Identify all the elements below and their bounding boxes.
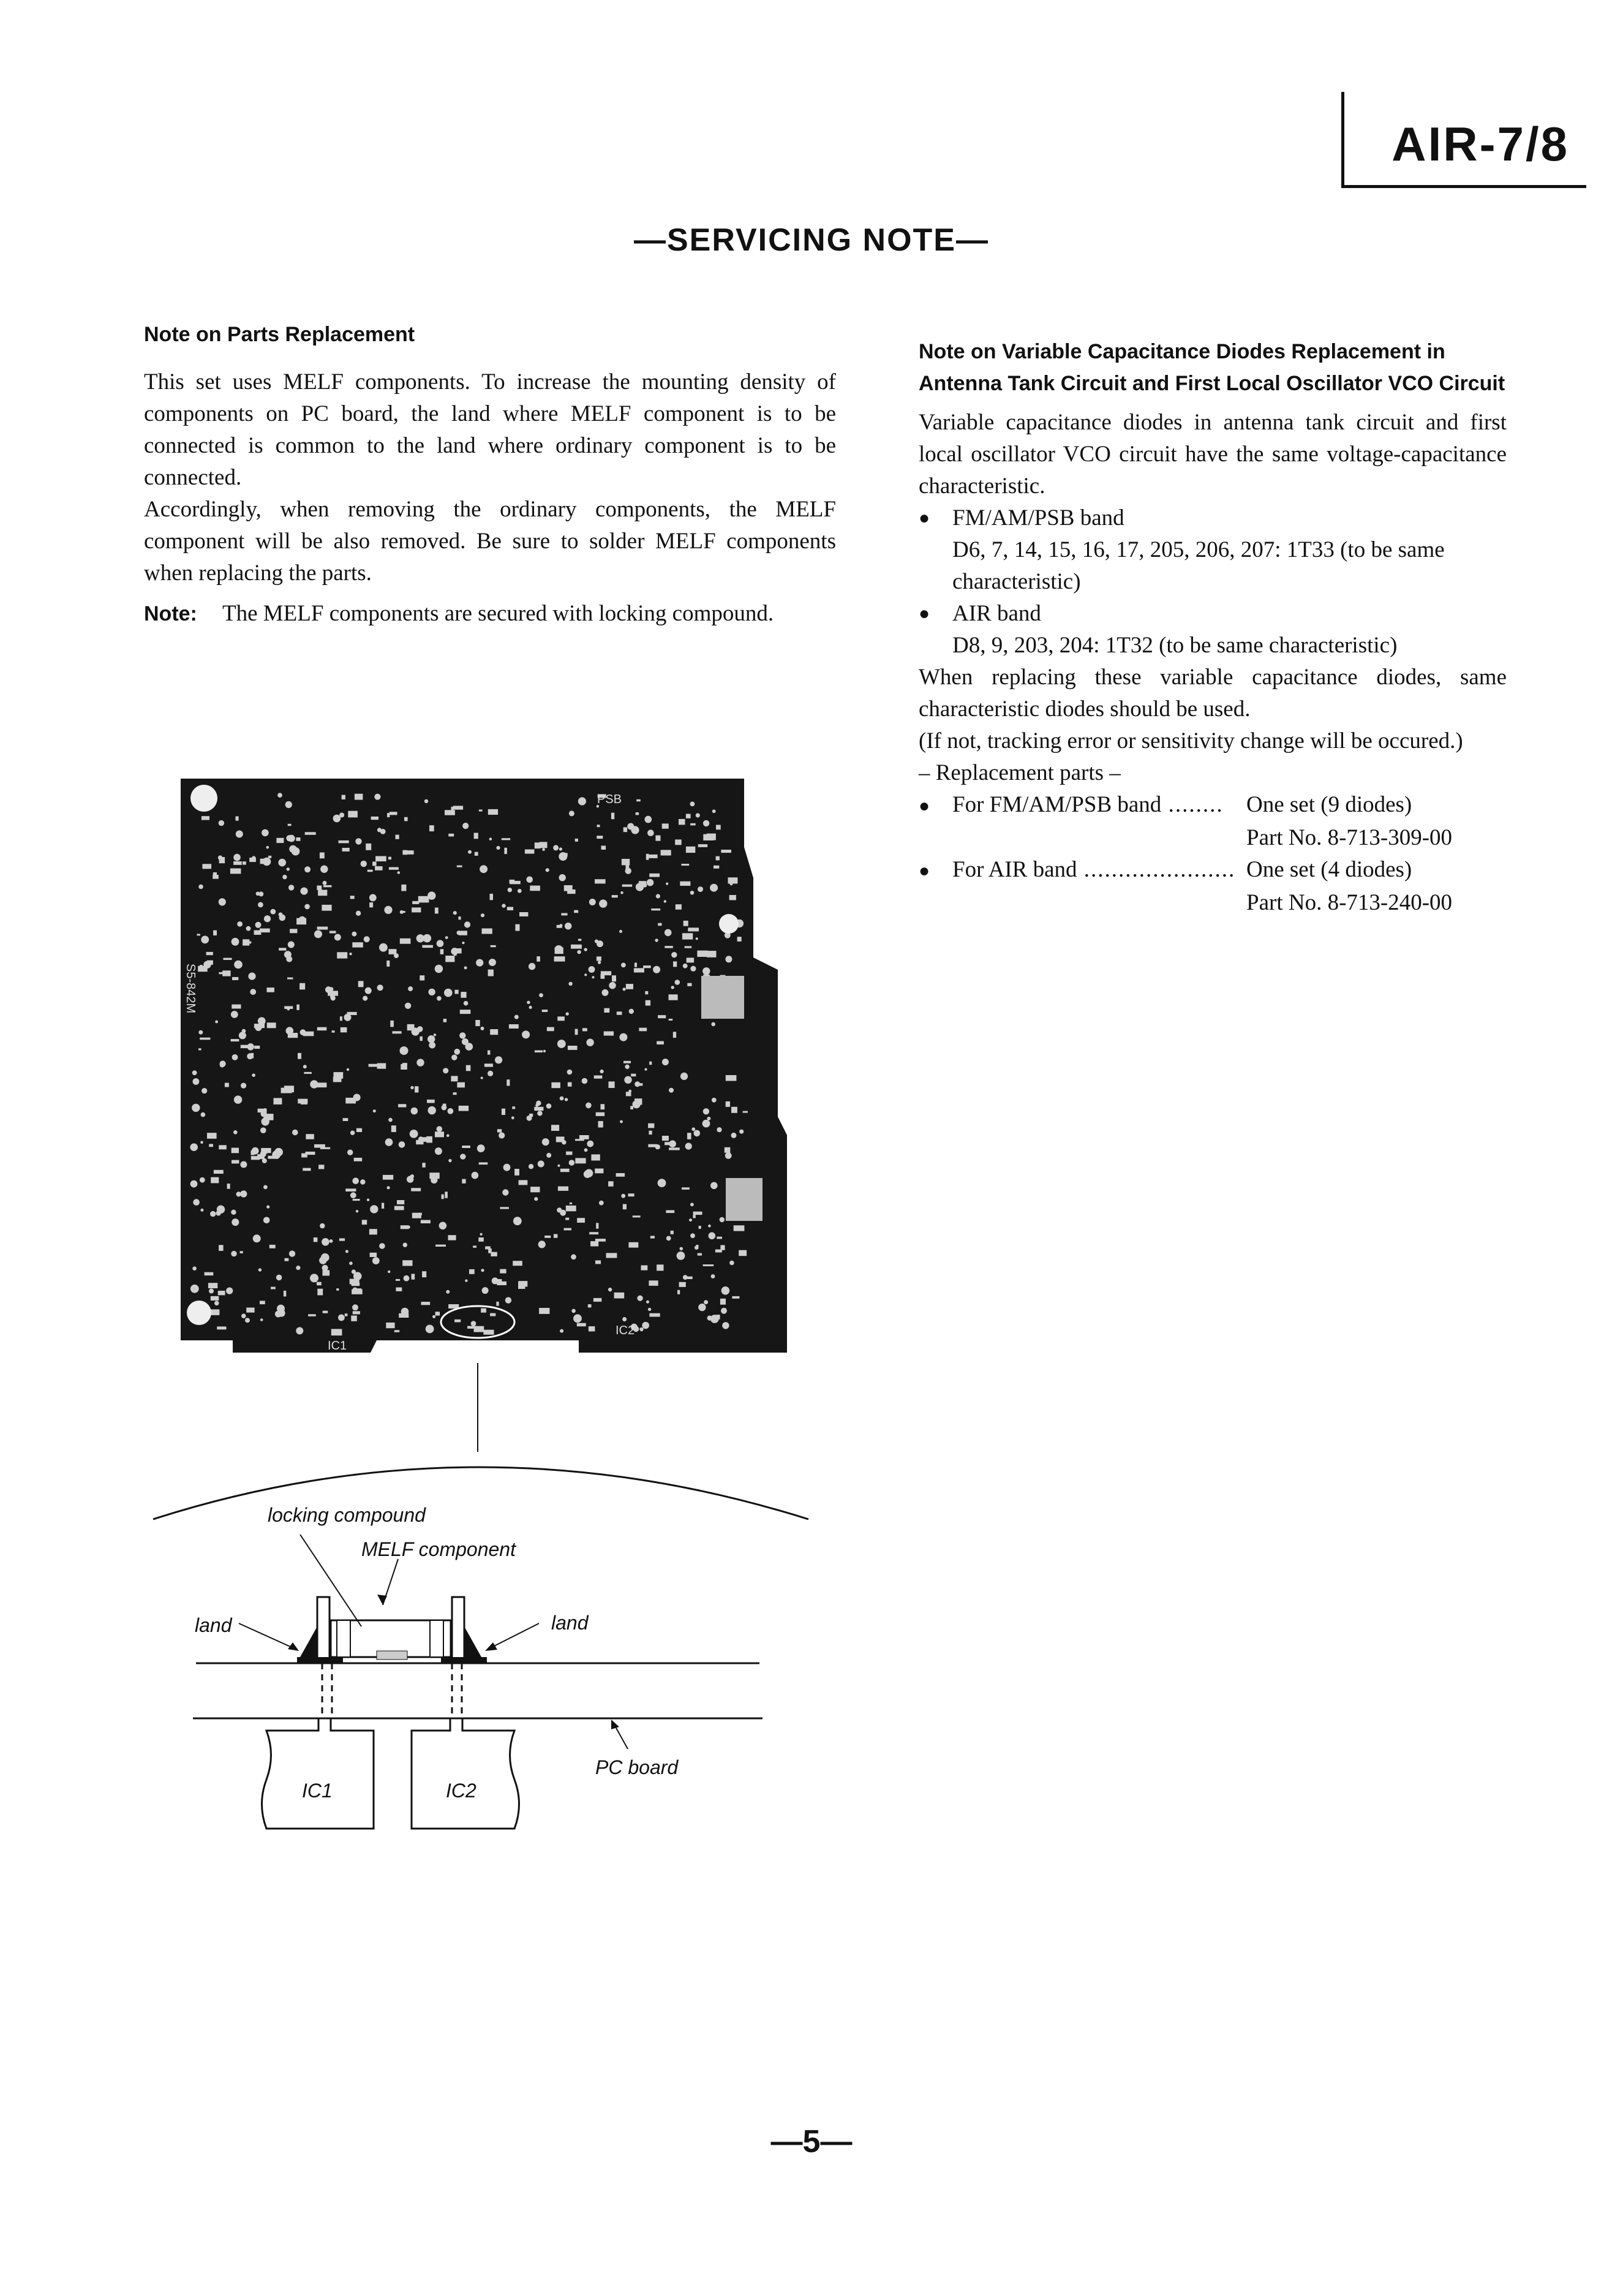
land-left-pointer — [239, 1623, 297, 1650]
pcb-silk-psb: PSB — [597, 793, 622, 806]
ic2-body — [412, 1718, 519, 1829]
label-ic2: IC2 — [446, 1780, 476, 1802]
pcb-mount-hole-top-left — [190, 785, 217, 812]
locking-compound-blob — [377, 1651, 407, 1660]
land-left-pad — [297, 1657, 343, 1663]
label-land-right: land — [551, 1612, 589, 1634]
pcb-mount-hole-bottom-left — [187, 1301, 211, 1325]
varicap-heading: Note on Variable Capacitance Diodes Replacement in Antenna Tank Circuit and First Local Oscillator VCO Circuit — [919, 340, 1505, 395]
land-right-pointer-head — [485, 1642, 497, 1651]
label-pc-board: PC board — [595, 1756, 679, 1778]
pcb-board-outline — [181, 779, 787, 1353]
band-air — [919, 598, 1507, 630]
band-air-label: AIR band — [952, 601, 1041, 626]
ic1-body — [262, 1718, 374, 1829]
label-land-left: land — [195, 1614, 232, 1636]
pcb-mount-hole-right — [719, 914, 739, 934]
parts-item-set: One set (9 diodes) — [1246, 792, 1412, 817]
varicap-para-2: When replacing these variable capacitance diodes, same characteristic diodes should be used. — [919, 665, 1507, 722]
band-fm-am-psb-label: FM/AM/PSB band — [952, 505, 1124, 531]
bullet-icon: ● — [919, 508, 930, 528]
solder-fillet-left — [300, 1626, 317, 1657]
band-fm-am-psb-diodes: D6, 7, 14, 15, 16, 17, 205, 206, 207: 1T33 (to be same characteristic) — [952, 537, 1445, 594]
magnifier-arc — [153, 1467, 808, 1519]
band-fm-am-psb — [919, 502, 1507, 534]
melf-cross-section-diagram — [147, 1357, 821, 1847]
parts-replacement-para-2: Accordingly, when removing the ordinary components, the MELF component will be also removed. Be sure to solder MELF components when replacing the parts. — [144, 497, 836, 586]
varicap-para-3: (If not, tracking error or sensitivity change will be occured.) — [919, 728, 1463, 753]
land-right-pad — [441, 1657, 487, 1663]
pcb-component-square-2 — [726, 1178, 763, 1221]
bullet-icon: ● — [919, 861, 930, 881]
note-label: Note: — [144, 602, 197, 625]
band-air-diodes: D8, 9, 203, 204: 1T32 (to be same characteristic) — [952, 633, 1398, 658]
parts-replacement-heading: Note on Parts Replacement — [144, 323, 415, 346]
note-block — [144, 598, 836, 630]
locking-compound-pointer — [300, 1535, 361, 1626]
page-number: —5— — [770, 2124, 853, 2159]
parts-replacement-para-1: This set uses MELF components. To increase the mounting density of components on PC board, the land where MELF component is to be connected is common to the land where ordinary component is to be connected. — [144, 369, 836, 490]
pcb-silk-ic1: IC1 — [328, 1339, 347, 1353]
melf-pointer-head — [377, 1595, 387, 1605]
pcb-photo — [175, 774, 793, 1362]
right-column — [919, 336, 1507, 919]
left-column — [144, 319, 836, 630]
varicap-para-1: Variable capacitance diodes in antenna tank circuit and first local oscillator VCO circuit have the same voltage-capacitance characteristic. — [919, 410, 1507, 499]
model-header-box — [1341, 92, 1586, 188]
note-text: The MELF components are secured with locking compound. — [222, 601, 774, 626]
lead-left — [317, 1597, 329, 1658]
pcb-silk-ic2: IC2 — [616, 1324, 635, 1337]
label-locking-compound: locking compound — [268, 1504, 426, 1526]
pcb-silk-edge: S5-842M — [184, 964, 197, 1014]
bullet-icon: ● — [919, 796, 930, 816]
pc-board-pointer-head — [611, 1720, 619, 1729]
parts-item-label: For FM/AM/PSB band — [952, 792, 1162, 817]
page-title: —SERVICING NOTE— — [633, 222, 989, 258]
parts-item-label: For AIR band — [952, 857, 1077, 882]
melf-end-cap-right — [430, 1620, 443, 1657]
solder-fillet-right — [464, 1626, 481, 1657]
parts-item-set: One set (4 diodes) — [1246, 857, 1412, 882]
parts-item-fm-am-psb: ● For FM/AM/PSB band ........ One set (9 diodes) Part No. 8-713-309-00 — [919, 789, 1507, 854]
label-ic1: IC1 — [302, 1780, 333, 1802]
parts-item-air: ● For AIR band ...................... One set (4 diodes) Part No. 8-713-240-00 — [919, 854, 1507, 919]
model-label: AIR-7/8 — [1391, 117, 1569, 171]
parts-item-part-no: Part No. 8-713-309-00 — [1246, 825, 1453, 850]
lead-right — [452, 1597, 464, 1658]
replacement-parts-heading: – Replacement parts – — [919, 760, 1121, 785]
pcb-component-square — [701, 976, 744, 1019]
label-melf-component: MELF component — [361, 1538, 516, 1560]
melf-end-cap-left — [337, 1620, 350, 1657]
parts-item-part-no: Part No. 8-713-240-00 — [1246, 890, 1453, 915]
bullet-icon: ● — [919, 603, 930, 624]
